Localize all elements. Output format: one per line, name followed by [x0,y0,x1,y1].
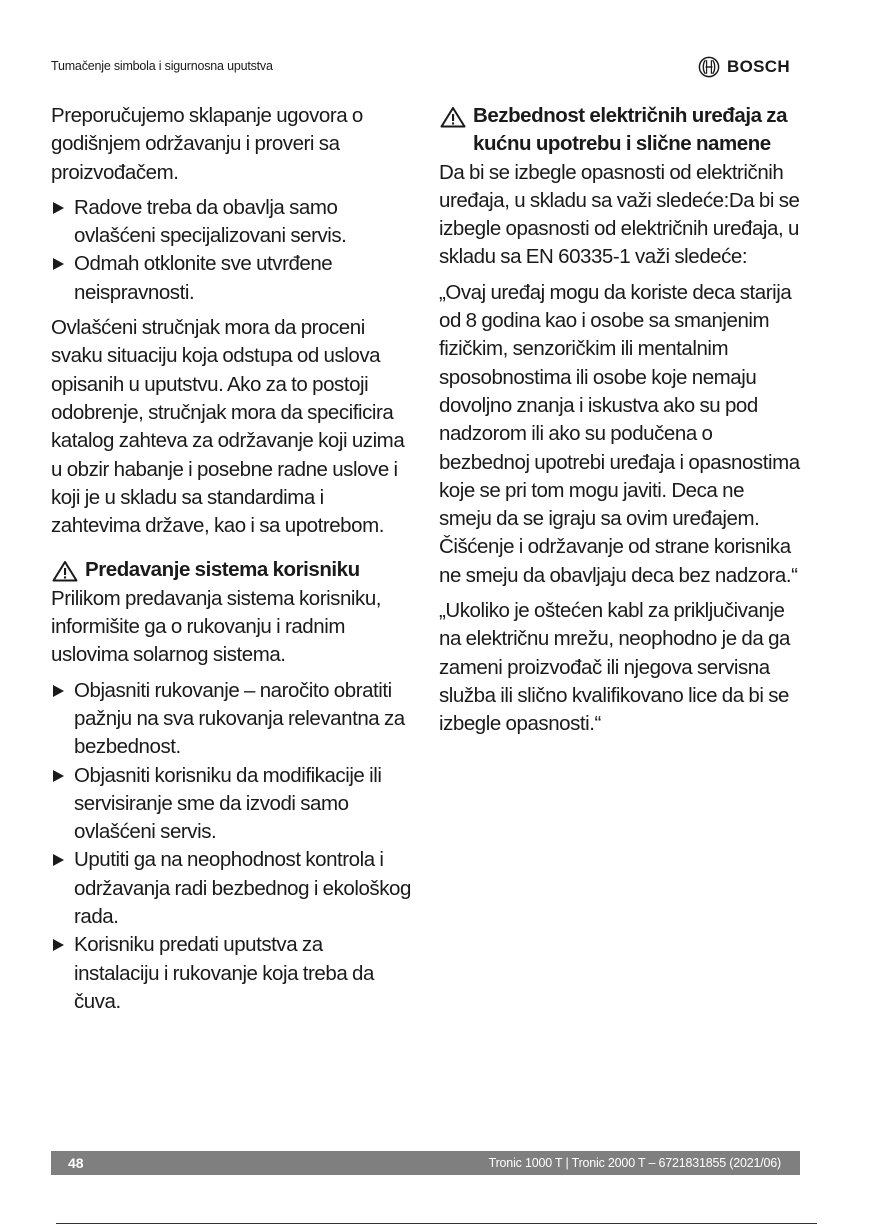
list-item: Uputiti ga na neophodnost kontrola i održavanja radi bezbednog i ekološkog rada. [51,846,411,931]
left-column [51,102,411,1023]
list-item: Objasniti rukovanje – naročito obratiti pažnju na sva rukovanja relevantna za bezbednost. [51,677,411,762]
list-item: Odmah otklonite sve utvrđene neispravnosti. [51,250,411,307]
quote-cable: „Ukoliko je oštećen kabl za priključivanje na električnu mrežu, neophodno je da ga zameni proizvođač ili njegova servisna služba ili slično kvalifikovano lice da bi se izbegle opasnosti.“ [439,599,790,736]
footer-bar [51,1151,800,1175]
document-reference: Tronic 1000 T | Tronic 2000 T – 6721831855 (2021/06) [488,1156,781,1170]
warning-triangle-icon [52,560,78,582]
bosch-armature-icon [698,56,720,78]
list-item: Korisniku predati uputstva za instalaciju i rukovanje koja treba da čuva. [51,931,411,1016]
section-title: Tumačenje simbola i sigurnosna uputstva [51,59,273,73]
triangle-bullet-icon [53,685,64,697]
warning-triangle-icon [440,106,466,128]
electrical-intro: Da bi se izbegle opasnosti od električnih uređaja, u skladu sa važi sledeće:Da bi se izbegle opasnosti od električnih uređaja, u skladu sa EN 60335-1 važi sledeće: [439,160,800,269]
list-item: Radove treba da obavlja samo ovlašćeni specijalizovani servis. [51,194,411,251]
triangle-bullet-icon [53,770,64,782]
brand-name: BOSCH [727,57,790,76]
handover-bullets [51,677,411,1017]
right-column [439,102,801,746]
triangle-bullet-icon [53,202,64,214]
page-number: 48 [68,1155,84,1171]
triangle-bullet-icon [53,854,64,866]
specialist-paragraph: Ovlašćeni stručnjak mora da proceni svaku situaciju koja odstupa od uslova opisanih u uputstvu. Ako za to postoji odobrenje, stručnjak mora da specificira katalog zahteva za održavanje koji uzima u obzir habanje i posebne radne uslove i koji je u skladu sa standardima i zahtevima države, kao i sa upotrebom. [51,316,405,538]
triangle-bullet-icon [53,939,64,951]
section-heading-handover: Predavanje sistema korisniku [51,556,411,584]
quote-children: „Ovaj uređaj mogu da koriste deca starija od 8 godina kao i osobe sa smanjenim fizičkim, senzoričkim ili mentalnim sposobnostima ili osobe koje nemaju dovoljno znanja i iskustva ako su pod nadzorom ili ako su podučena o bezbednoj upotrebi uređaja i opasnostima koje se pri tom mogu javiti. Deca ne smeju da se igraju sa ovim uređajem. Čišćenje i održavanje od strane korisnika ne smeju da obavljaju deca bez nadzora.“ [439,280,800,587]
maintenance-intro: Preporučujemo sklapanje ugovora o godišnjem održavanju i proveri sa proizvođačem. [51,104,363,184]
list-item: Objasniti korisniku da modifikacije ili servisiranje sme da izvodi samo ovlašćeni servis. [51,762,411,847]
bottom-divider [56,1223,817,1224]
maintenance-bullets [51,194,411,307]
handover-paragraph: Prilikom predavanja sistema korisniku, informišite ga o rukovanju i radnim uslovima solarnog sistema. [51,586,382,667]
triangle-bullet-icon [53,258,64,270]
section-heading-electrical-safety: Bezbednost električnih uređaja za kućnu upotrebu i slične namene [439,102,801,159]
bosch-logo [698,56,790,78]
